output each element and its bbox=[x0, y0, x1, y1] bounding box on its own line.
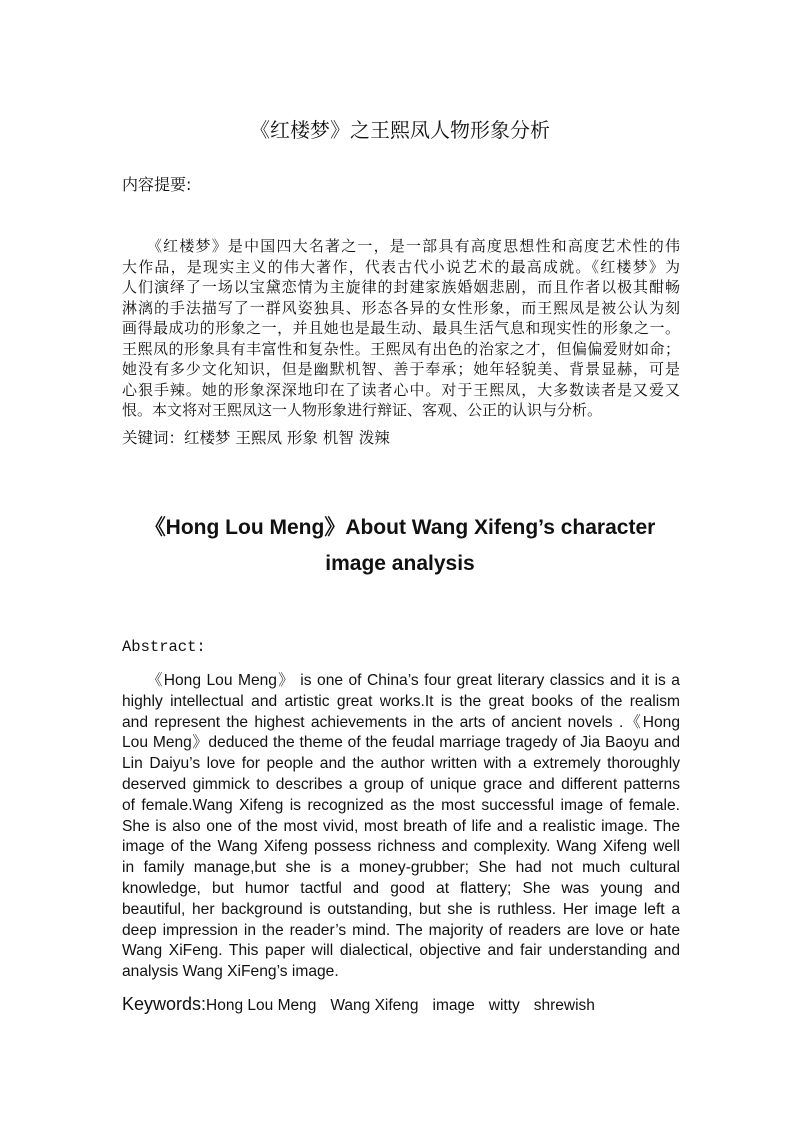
paragraph-line: knowledge, but humor tactful and good at flattery; She was young and bbox=[122, 879, 680, 897]
chinese-keywords bbox=[122, 426, 390, 448]
paragraph-line: 《Hong Lou Meng》 is one of China’s four great literary classics and it is a bbox=[147, 672, 680, 689]
paragraph-line: image of the Wang Xifeng possess richness and complexity. Wang Xifeng well bbox=[122, 838, 680, 856]
keyword: shrewish bbox=[533, 997, 595, 1014]
keyword: Hong Lou Meng bbox=[206, 997, 317, 1014]
paragraph-line: of female.Wang Xifeng is recognized as the most successful image of female. bbox=[122, 796, 680, 814]
paragraph-line: deserved gimmick to describes a group of unique grace and different patterns bbox=[122, 775, 680, 793]
paragraph-line: in family manage,but she is a money-grubber; She had not much cultural bbox=[122, 859, 680, 877]
keywords-label: 关键词： bbox=[122, 429, 185, 447]
paragraph-line: 画得最成功的形象之一，并且她也是最生动、最具生活气息和现实性的形象之一。 bbox=[122, 319, 680, 337]
paragraph-line: 淋漓的手法描写了一群风姿独具、形态各异的女性形象，而王熙凤是被公认为刻 bbox=[122, 298, 680, 317]
paragraph-line: Wang XiFeng. This paper will dialectical, objective and fair understanding and bbox=[122, 942, 680, 960]
paragraph-line: 王熙凤的形象具有丰富性和复杂性。王熙凤有出色的治家之才，但偏偏爱财如命； bbox=[122, 339, 680, 358]
paragraph-line: 恨。本文将对王熙凤这一人物形象进行辩证、客观、公正的认识与分析。 bbox=[122, 401, 603, 419]
paragraph-line: 心狠手辣。她的形象深深地印在了读者心中。对于王熙凤，大多数读者是又爱又 bbox=[122, 380, 680, 399]
paragraph-line: analysis Wang XiFeng’s image. bbox=[122, 963, 339, 981]
keyword: image bbox=[432, 997, 475, 1014]
paragraph-line: Lou Meng》deduced the theme of the feudal marriage tragedy of Jia Baoyu and bbox=[122, 734, 680, 752]
english-abstract-paragraph bbox=[122, 671, 680, 983]
paragraph-line: and represent the highest achievements in the arts of ancient novels .《Hong bbox=[122, 713, 680, 731]
english-abstract-heading: Abstract: bbox=[122, 638, 206, 656]
chinese-abstract-paragraph bbox=[122, 236, 680, 421]
chinese-abstract-heading: 内容提要: bbox=[122, 175, 192, 194]
keyword: Wang Xifeng bbox=[330, 997, 419, 1014]
english-title-line-2: image analysis bbox=[325, 552, 475, 575]
english-keywords bbox=[122, 994, 609, 1015]
paragraph-line: Lin Daiyu’s love for people and the author written with a extremely thoroughly bbox=[122, 755, 680, 773]
paragraph-line: 她没有多少文化知识，但是幽默机智、善于奉承；她年轻貌美、背景显赫，可是 bbox=[122, 360, 680, 378]
paragraph-line: highly intellectual and artistic great works.It is the great books of the realism bbox=[122, 692, 680, 710]
paragraph-line: beautiful, her background is outstanding, but she is ruthless. Her image left a bbox=[122, 900, 680, 918]
keywords-list: 红楼梦 王熙凤 形象 机智 泼辣 bbox=[184, 429, 390, 447]
paragraph-line: 大作品，是现实主义的伟大著作，代表古代小说艺术的最高成就。《红楼梦》为 bbox=[122, 257, 680, 276]
chinese-title: 《红楼梦》之王熙凤人物形象分析 bbox=[250, 118, 550, 142]
keywords-label: Keywords: bbox=[122, 994, 207, 1014]
english-title-line-1: 《Hong Lou Meng》About Wang Xifeng’s character bbox=[144, 516, 656, 539]
keyword: witty bbox=[488, 997, 520, 1014]
paragraph-line: 《红楼梦》是中国四大名著之一，是一部具有高度思想性和高度艺术性的伟 bbox=[147, 237, 680, 255]
paragraph-line: deep impression in the reader’s mind. The majority of readers are love or hate bbox=[122, 921, 680, 939]
paragraph-line: 人们演绎了一场以宝黛恋情为主旋律的封建家族婚姻悲剧，而且作者以极其酣畅 bbox=[122, 278, 680, 296]
paragraph-line: She is also one of the most vivid, most breath of life and a realistic image. The bbox=[122, 817, 680, 835]
